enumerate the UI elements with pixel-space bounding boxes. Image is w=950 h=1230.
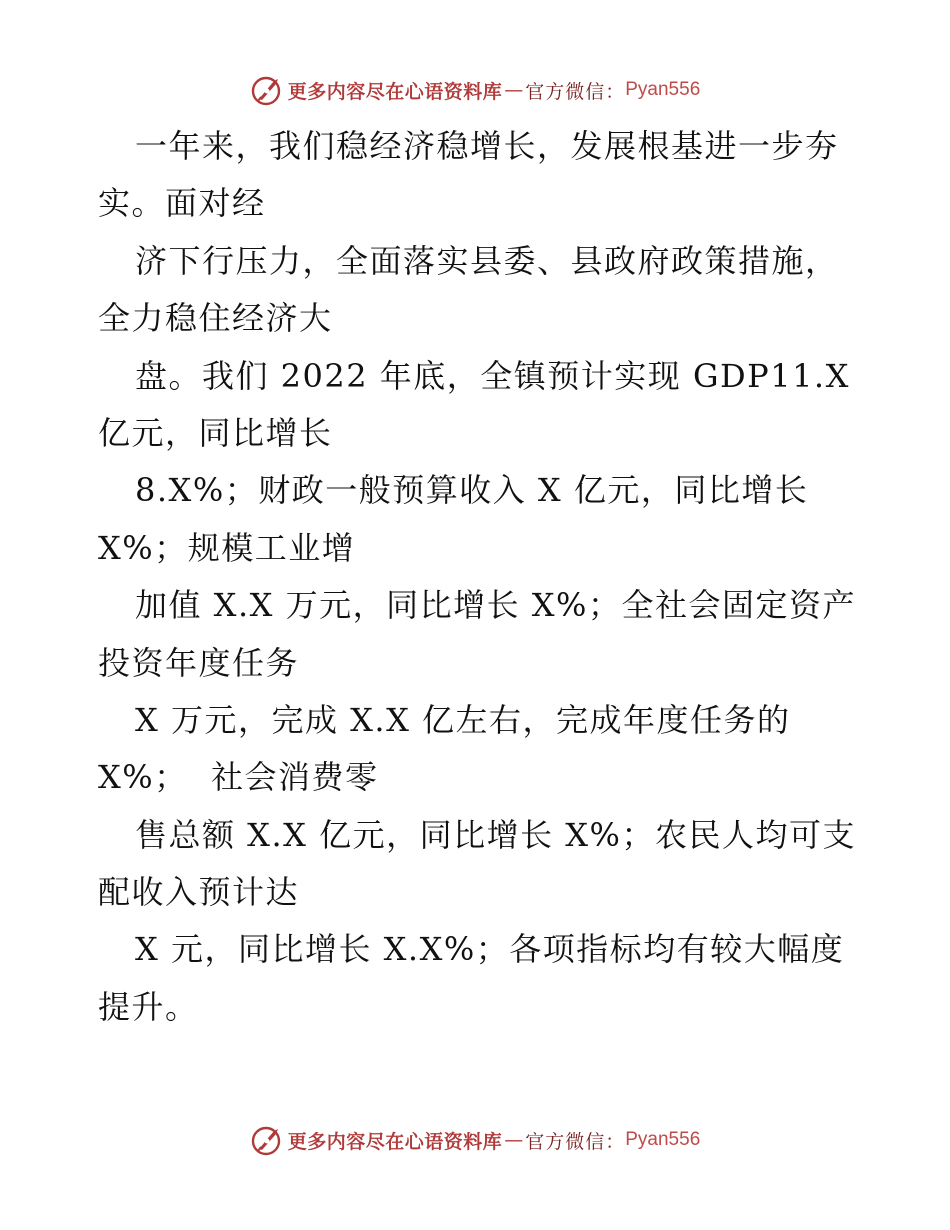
quill-pen-logo-icon <box>250 73 284 107</box>
wechat-label: 官方微信： <box>525 80 626 103</box>
text-line: 售总额 X.X 亿元，同比增长 X%；农民人均可支 <box>135 815 856 854</box>
text-line: 亿元，同比增长 <box>98 413 333 452</box>
site-name: 更多内容尽在心语资料库 <box>287 1130 503 1153</box>
text-line: 配收入预计达 <box>98 873 300 912</box>
header-banner <box>0 72 950 108</box>
text-line: X%； 社会消费零 <box>98 758 379 797</box>
text-line: X 万元，完成 X.X 亿左右，完成年度任务的 <box>135 700 791 739</box>
text-line: X 元，同比增长 X.X%；各项指标均有较大幅度 <box>135 930 845 969</box>
text-line: 一年来，我们稳经济稳增长，发展根基进一步夯 <box>135 127 839 165</box>
wechat-label: 官方微信： <box>525 1130 626 1153</box>
document-body <box>98 118 858 1036</box>
footer-banner <box>0 1122 950 1158</box>
text-line: 提升。 <box>98 987 199 1026</box>
text-line: 实。面对经 <box>98 184 266 223</box>
text-line: 投资年度任务 <box>98 643 300 682</box>
wechat-id: Pyan556 <box>625 1129 701 1150</box>
quill-pen-logo-icon <box>250 1123 284 1157</box>
wechat-id: Pyan556 <box>625 79 701 100</box>
text-line: 全力稳住经济大 <box>98 299 333 338</box>
site-name: 更多内容尽在心语资料库 <box>287 80 503 103</box>
text-line: 济下行压力，全面落实县委、县政府政策措施， <box>135 241 839 280</box>
banner-separator: — <box>504 79 524 101</box>
text-line: X%；规模工业增 <box>98 528 356 567</box>
text-line: 盘。我们 2022 年底，全镇预计实现 GDP11.X <box>135 356 850 395</box>
text-line: 加值 X.X 万元，同比增长 X%；全社会固定资产 <box>135 586 856 625</box>
text-line: 8.X%；财政一般预算收入 X 亿元，同比增长 <box>135 471 809 510</box>
banner-separator: — <box>504 1129 524 1151</box>
